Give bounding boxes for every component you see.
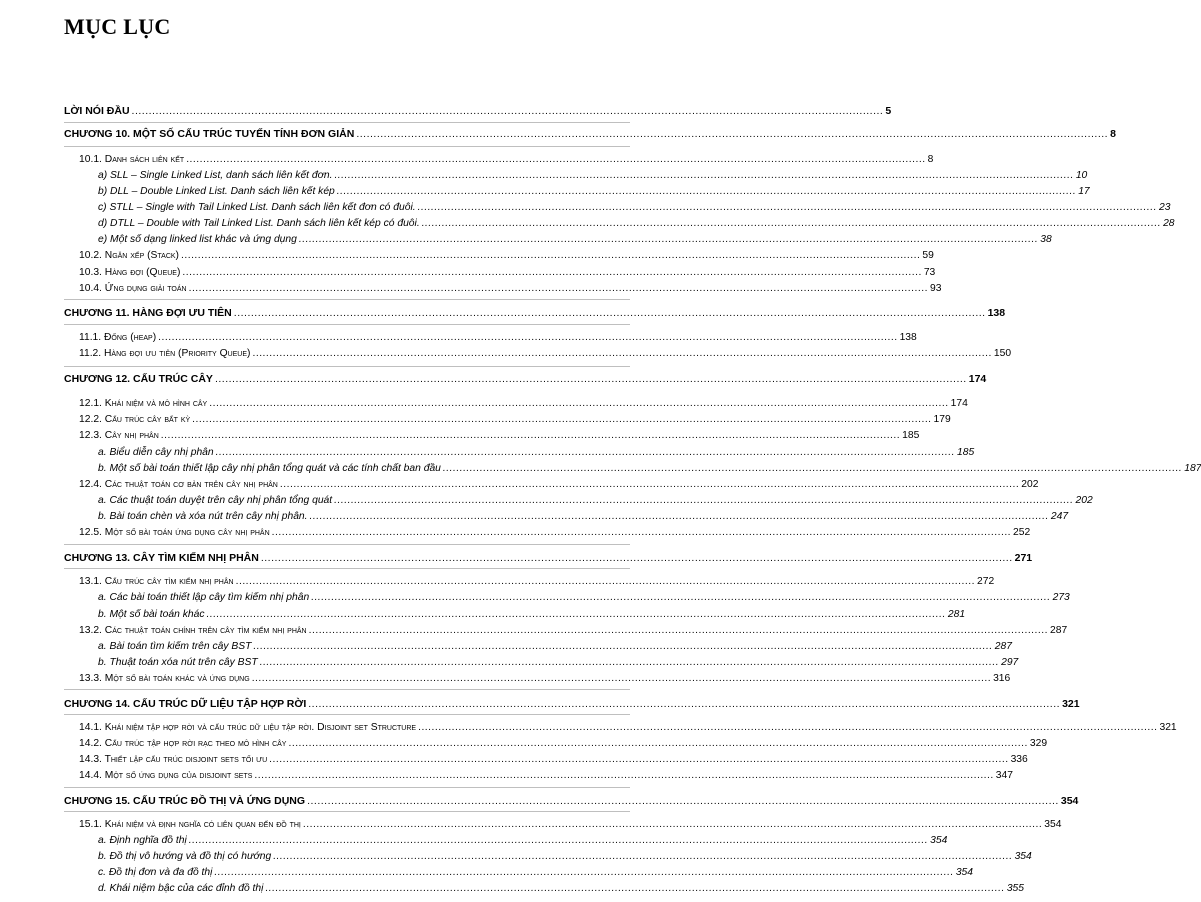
toc-entry-page-number: 354 <box>1014 851 1032 862</box>
toc-chapter-entry[interactable] <box>64 306 1006 320</box>
toc-section-entry[interactable] <box>79 266 936 280</box>
toc-entry-page-number: 93 <box>929 283 942 294</box>
toc-entry-label: c. Đồ thị đơn và đa đồ thị <box>98 867 213 878</box>
toc-section-entry[interactable] <box>79 429 920 443</box>
toc-chapter-entry[interactable] <box>64 551 1033 565</box>
toc-entry-label: 12.5. Một số bài toán ứng dụng cây nhị phân <box>79 527 270 538</box>
toc-section-entry[interactable] <box>79 347 1012 361</box>
dot-leader: ............................................................................................................................................................................................................................ <box>279 479 1020 490</box>
toc-entry-page-number: 174 <box>950 398 968 409</box>
toc-entry-page-number: 10 <box>1075 170 1088 181</box>
dot-leader: ............................................................................................................................................................................................................................ <box>265 883 1005 894</box>
toc-entry-page-number: 272 <box>976 576 995 587</box>
toc-entry-label: 10.2. Ngăn xếp (Stack) <box>79 250 179 261</box>
toc-subsection-entry[interactable] <box>98 834 948 848</box>
dot-leader: ............................................................................................................................................................................................................................ <box>309 511 1049 522</box>
dot-leader: ............................................................................................................................................................................................................................ <box>308 698 1061 710</box>
toc-entry-label: c) STLL – Single with Tail Linked List. Danh sách liên kết đơn có đuôi. <box>98 202 416 213</box>
toc-entry-page-number: 185 <box>902 430 920 441</box>
toc-entry-label: 12.3. Cây nhị phân <box>79 430 159 441</box>
toc-entry-page-number: 316 <box>993 673 1011 684</box>
toc-entry-label: b. Một số bài toán thiết lập cây nhị phân tổng quát và các tính chất ban đầu <box>98 463 441 474</box>
toc-subsection-entry[interactable] <box>98 866 973 880</box>
toc-subsection-entry[interactable] <box>98 446 975 460</box>
toc-section-entry[interactable] <box>79 153 934 167</box>
toc-entry-label: b. Thuật toán xóa nút trên cây BST <box>98 657 258 668</box>
toc-entry-label: b) DLL – Double Linked List. Danh sách liên kết kép <box>98 186 335 197</box>
toc-chapter-entry[interactable] <box>64 697 1080 711</box>
toc-entry-label: 10.3. Hàng đợi (Queue) <box>79 267 181 278</box>
toc-section-entry[interactable] <box>79 818 1062 832</box>
chapter-separator <box>64 714 630 715</box>
toc-entry-page-number: 329 <box>1029 738 1048 749</box>
toc-section-entry[interactable] <box>79 575 995 589</box>
dot-leader: ............................................................................................................................................................................................................................ <box>214 373 967 385</box>
dot-leader: ............................................................................................................................................................................................................................ <box>336 186 1077 197</box>
toc-subsection-entry[interactable] <box>98 185 1090 199</box>
toc-entry-label: d. Khái niệm bậc của các đỉnh đồ thị <box>98 883 264 894</box>
dot-leader: ............................................................................................................................................................................................................................ <box>302 819 1043 830</box>
toc-entry-label: CHƯƠNG 15. CẤU TRÚC ĐỒ THỊ VÀ ỨNG DỤNG <box>64 795 306 807</box>
toc-entry-label: 14.3. Thiết lập cấu trúc disjoint sets tối ưu <box>79 754 268 765</box>
toc-entry-label: b. Bài toán chèn và xóa nút trên cây nhị phân. <box>98 511 308 522</box>
dot-leader: ............................................................................................................................................................................................................................ <box>233 307 986 319</box>
chapter-separator <box>64 689 630 690</box>
chapter-separator <box>64 122 630 123</box>
dot-leader: ............................................................................................................................................................................................................................ <box>160 430 901 441</box>
toc-entry-label: a. Các bài toán thiết lập cây tìm kiếm nhị phân <box>98 592 310 603</box>
toc-entry-page-number: 38 <box>1040 234 1052 245</box>
toc-subsection-entry[interactable] <box>98 510 1069 524</box>
dot-leader: ............................................................................................................................................................................................................................ <box>418 722 1158 733</box>
dot-leader: ............................................................................................................................................................................................................................ <box>273 851 1013 862</box>
chapter-separator <box>64 568 630 569</box>
toc-entry-label: LỜI NÓI ĐẦU <box>64 105 130 117</box>
toc-entry-page-number: 28 <box>1163 218 1175 229</box>
toc-entry-page-number: 174 <box>968 373 987 385</box>
dot-leader: ............................................................................................................................................................................................................................ <box>271 527 1012 538</box>
dot-leader: ............................................................................................................................................................................................................................ <box>288 738 1028 749</box>
toc-subsection-entry[interactable] <box>98 217 1175 231</box>
toc-entry-page-number: 23 <box>1159 202 1171 213</box>
toc-entry-label: b. Đồ thị vô hướng và đồ thị có hướng <box>98 851 272 862</box>
dot-leader: ............................................................................................................................................................................................................................ <box>253 641 993 652</box>
toc-entry-page-number: 252 <box>1013 527 1031 538</box>
toc-entry-page-number: 17 <box>1078 186 1090 197</box>
toc-subsection-entry[interactable] <box>98 608 966 622</box>
toc-entry-page-number: 354 <box>930 835 948 846</box>
toc-subsection-entry[interactable] <box>98 462 1201 476</box>
toc-entry-label: 12.1. Khái niệm và mô hình cây <box>79 398 208 409</box>
dot-leader: ............................................................................................................................................................................................................................ <box>259 657 1000 668</box>
toc-entry-label: 15.1. Khái niệm và định nghĩa có liên quan đến đồ thị <box>79 819 301 830</box>
toc-entry-page-number: 336 <box>1010 754 1028 765</box>
toc-entry-label: 13.1. Cấu trúc cây tìm kiếm nhị phân <box>79 576 234 587</box>
dot-leader: ............................................................................................................................................................................................................................ <box>182 267 922 278</box>
toc-entry-label: 14.2. Cấu trúc tập hợp rời rạc theo mô hình cây <box>79 738 287 749</box>
dot-leader: ............................................................................................................................................................................................................................ <box>192 414 932 425</box>
dot-leader: ............................................................................................................................................................................................................................ <box>442 463 1183 474</box>
toc-entry-label: 12.2. Cấu trúc cây bất kỳ <box>79 414 191 425</box>
toc-subsection-entry[interactable] <box>98 233 1052 247</box>
toc-section-entry[interactable] <box>79 624 1068 638</box>
toc-section-entry[interactable] <box>79 478 1039 492</box>
page-title: MỤC LỤC <box>64 14 171 39</box>
toc-section-entry[interactable] <box>79 721 1177 735</box>
toc-entry-page-number: 73 <box>923 267 936 278</box>
toc-subsection-entry[interactable] <box>98 494 1093 508</box>
dot-leader: ............................................................................................................................................................................................................................ <box>188 835 929 846</box>
toc-chapter-entry[interactable] <box>64 372 987 386</box>
toc-entry-page-number: 138 <box>987 307 1006 319</box>
dot-leader: ............................................................................................................................................................................................................................ <box>260 552 1013 564</box>
toc-subsection-entry[interactable] <box>98 640 1012 654</box>
toc-entry-page-number: 355 <box>1006 883 1025 894</box>
dot-leader: ............................................................................................................................................................................................................................ <box>209 398 949 409</box>
toc-subsection-entry[interactable] <box>98 591 1070 605</box>
toc-entry-page-number: 321 <box>1159 722 1177 733</box>
toc-entry-label: 14.4. Một số ứng dụng của disjoint sets <box>79 770 253 781</box>
dot-leader: ............................................................................................................................................................................................................................ <box>188 283 928 294</box>
toc-entry-label: a) SLL – Single Linked List, danh sách liên kết đơn. <box>98 170 333 181</box>
toc-subsection-entry[interactable] <box>98 169 1088 183</box>
chapter-separator <box>64 299 630 300</box>
dot-leader: ............................................................................................................................................................................................................................ <box>311 592 1051 603</box>
toc-entry-label: 14.1. Khái niệm tập hợp rời và cấu trúc dữ liệu tập rời. Disjoint set Structure <box>79 722 417 733</box>
toc-entry-label: CHƯƠNG 10. MỘT SỐ CẤU TRÚC TUYẾN TÍNH ĐƠN GIẢN <box>64 128 355 140</box>
toc-entry-label: 11.1. Đống (heap) <box>79 332 157 343</box>
toc-entry-page-number: 271 <box>1014 552 1033 564</box>
chapter-separator <box>64 146 630 147</box>
dot-leader: ............................................................................................................................................................................................................................ <box>421 218 1162 229</box>
toc-entry-page-number: 354 <box>955 867 973 878</box>
dot-leader: ............................................................................................................................................................................................................................ <box>214 867 954 878</box>
dot-leader: ............................................................................................................................................................................................................................ <box>356 128 1109 140</box>
toc-section-entry[interactable] <box>79 672 1011 686</box>
dot-leader: ............................................................................................................................................................................................................................ <box>269 754 1009 765</box>
dot-leader: ............................................................................................................................................................................................................................ <box>186 154 926 165</box>
chapter-separator <box>64 544 630 545</box>
toc-chapter-entry[interactable] <box>64 104 892 118</box>
toc-entry-page-number: 354 <box>1060 795 1079 807</box>
toc-entry-page-number: 187 <box>1184 463 1201 474</box>
toc-section-entry[interactable] <box>79 249 934 263</box>
toc-entry-label: 11.2. Hàng đợi ưu tiên (Priority Queue) <box>79 348 251 359</box>
toc-entry-label: CHƯƠNG 14. CẤU TRÚC DỮ LIỆU TẬP HỢP RỜI <box>64 698 307 710</box>
toc-entry-label: CHƯƠNG 12. CẤU TRÚC CÂY <box>64 373 213 385</box>
toc-entry-label: d) DTLL – Double with Tail Linked List. Danh sách liên kết kép có đuôi. <box>98 218 420 229</box>
toc-entry-page-number: 185 <box>957 447 975 458</box>
toc-entry-page-number: 8 <box>1110 128 1116 140</box>
toc-section-entry[interactable] <box>79 413 951 427</box>
toc-entry-page-number: 281 <box>947 609 966 620</box>
toc-entry-label: a. Định nghĩa đồ thị <box>98 835 187 846</box>
dot-leader: ............................................................................................................................................................................................................................ <box>251 673 992 684</box>
toc-entry-label: a. Các thuật toán duyệt trên cây nhị phân tổng quát <box>98 495 333 506</box>
toc-section-entry[interactable] <box>79 282 942 296</box>
toc-subsection-entry[interactable] <box>98 201 1171 215</box>
toc-entry-label: CHƯƠNG 13. CÂY TÌM KIẾM NHỊ PHÂN <box>64 552 259 564</box>
dot-leader: ............................................................................................................................................................................................................................ <box>334 170 1074 181</box>
toc-entry-page-number: 354 <box>1044 819 1062 830</box>
toc-section-entry[interactable] <box>79 331 917 345</box>
toc-chapter-entry[interactable] <box>64 794 1079 808</box>
dot-leader: ............................................................................................................................................................................................................................ <box>254 770 994 781</box>
dot-leader: ............................................................................................................................................................................................................................ <box>417 202 1157 213</box>
dot-leader: ............................................................................................................................................................................................................................ <box>252 348 992 359</box>
dot-leader: ............................................................................................................................................................................................................................ <box>180 250 921 261</box>
toc-entry-page-number: 202 <box>1075 495 1093 506</box>
toc-section-entry[interactable] <box>79 753 1028 767</box>
dot-leader: ............................................................................................................................................................................................................................ <box>206 609 946 620</box>
dot-leader: ............................................................................................................................................................................................................................ <box>307 795 1059 807</box>
dot-leader: ............................................................................................................................................................................................................................ <box>235 576 975 587</box>
dot-leader: ............................................................................................................................................................................................................................ <box>215 447 956 458</box>
toc-entry-page-number: 138 <box>899 332 917 343</box>
toc-subsection-entry[interactable] <box>98 850 1032 864</box>
toc-entry-label: a. Bài toán tìm kiếm trên cây BST <box>98 641 252 652</box>
toc-entry-page-number: 297 <box>1001 657 1019 668</box>
dot-leader: ............................................................................................................................................................................................................................ <box>131 105 884 117</box>
toc-section-entry[interactable] <box>79 737 1048 751</box>
toc-entry-page-number: 8 <box>927 154 934 165</box>
toc-chapter-entry[interactable] <box>64 127 1116 141</box>
dot-leader: ............................................................................................................................................................................................................................ <box>308 625 1048 636</box>
toc-entry-label: 13.2. Các thuật toán chính trên cây tìm kiếm nhị phân <box>79 625 307 636</box>
toc-entry-page-number: 347 <box>995 770 1013 781</box>
toc-section-entry[interactable] <box>79 526 1031 540</box>
toc-entry-label: CHƯƠNG 11. HÀNG ĐỢI ƯU TIÊN <box>64 307 232 319</box>
toc-section-entry[interactable] <box>79 769 1013 783</box>
toc-subsection-entry[interactable] <box>98 882 1025 896</box>
toc-entry-page-number: 321 <box>1062 698 1080 710</box>
toc-entry-page-number: 287 <box>1050 625 1068 636</box>
toc-entry-label: 10.1. Danh sách liên kết <box>79 154 185 165</box>
chapter-separator <box>64 366 630 367</box>
dot-leader: ............................................................................................................................................................................................................................ <box>334 495 1074 506</box>
dot-leader: ............................................................................................................................................................................................................................ <box>298 234 1039 245</box>
dot-leader: ............................................................................................................................................................................................................................ <box>158 332 898 343</box>
toc-entry-label: b. Một số bài toán khác <box>98 609 205 620</box>
toc-entry-label: 13.3. Một số bài toán khác và ứng dụng <box>79 673 250 684</box>
toc-entry-page-number: 287 <box>994 641 1012 652</box>
toc-entry-page-number: 150 <box>993 348 1012 359</box>
toc-entry-page-number: 202 <box>1021 479 1039 490</box>
toc-entry-page-number: 247 <box>1050 511 1069 522</box>
toc-entry-page-number: 179 <box>933 414 951 425</box>
toc-entry-page-number: 5 <box>885 105 892 117</box>
toc-entry-label: a. Biểu diễn cây nhị phân <box>98 447 214 458</box>
chapter-separator <box>64 811 630 812</box>
toc-section-entry[interactable] <box>79 397 968 411</box>
toc-entry-label: 12.4. Các thuật toán cơ bản trên cây nhị phân <box>79 479 278 490</box>
chapter-separator <box>64 787 630 788</box>
toc-entry-label: e) Một số dạng linked list khác và ứng dụng <box>98 234 297 245</box>
toc-entry-label: 10.4. Ứng dụng giải toán <box>79 283 187 294</box>
toc-entry-page-number: 273 <box>1052 592 1070 603</box>
toc-subsection-entry[interactable] <box>98 656 1019 670</box>
chapter-separator <box>64 324 630 325</box>
toc-entry-page-number: 59 <box>922 250 934 261</box>
